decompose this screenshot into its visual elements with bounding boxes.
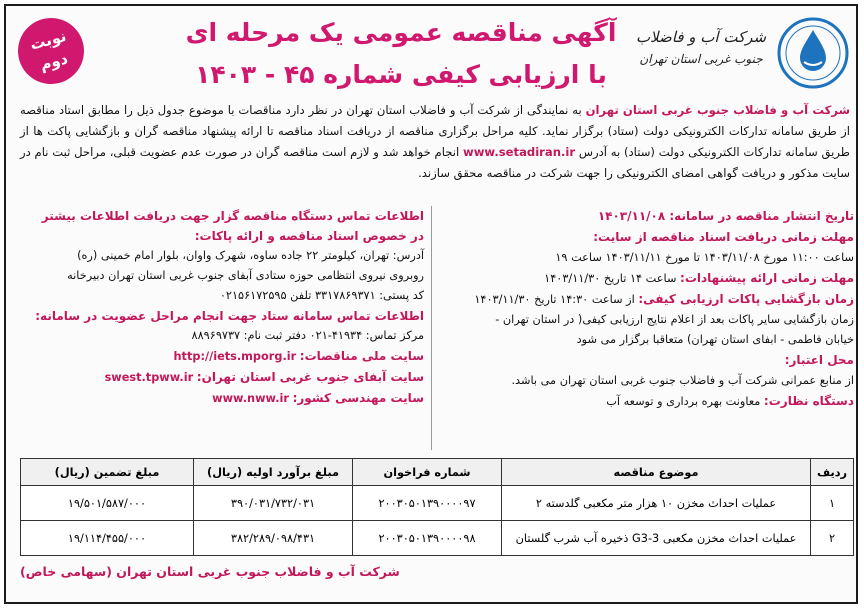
table-header-row	[21, 459, 854, 486]
second-publication-badge	[11, 11, 92, 92]
table-row	[21, 521, 854, 556]
tender-subject: عملیات احداث مخزن مکعبی G3-3 ذخیره آب شرب گلستان	[502, 521, 811, 556]
abfa-site-link[interactable]: swest.tpww.ir	[104, 371, 194, 384]
national-site-link[interactable]: http://iets.mporg.ir	[173, 350, 297, 363]
engineering-site-link[interactable]: www.nww.ir	[212, 392, 289, 405]
contact-title-line-2: در خصوص اسناد مناقصه و ارائه پاکات:	[194, 229, 424, 243]
water-drop-logo-icon	[776, 16, 850, 90]
supervisor-label: دستگاه نظارت:	[763, 394, 854, 408]
postal-code-phone: کد پستی: ۳۳۱۷۸۶۹۳۷۱ تلفن ۰۲۱۵۶۱۷۲۵۹۵	[219, 289, 424, 302]
intro-text-part-2: انجام خواهد شد و لازم است مناقصه گران در صورت عدم عضویت قبلی، مراحل ثبت نام در سایت مذکور و دریافت گواهی امضای الکترونیکی را جهت شرکت در مناقصه محقق سازند.	[20, 145, 850, 180]
schedule-column	[442, 206, 854, 412]
address-line-1: آدرس: تهران، کیلومتر ۲۲ جاده ساوه، شهرک واوان، بلوار امام خمینی (ره)	[77, 249, 424, 262]
credit-label-row	[442, 350, 854, 371]
docs-deadline-heading: مهلت زمانی دریافت اسناد مناقصه از سایت:	[593, 230, 854, 244]
setadiran-link[interactable]: www.setadiran.ir	[462, 145, 576, 159]
table-row	[21, 486, 854, 521]
badge-line-1: نوبت	[28, 26, 69, 54]
opening-row	[442, 289, 854, 310]
other-opening-line-1: زمان بازگشایی سایر پاکات بعد از اعلام نتایج ارزیابی کیفی( در استان تهران -	[495, 313, 854, 326]
intro-company-name: شرکت آب و فاضلاب جنوب غربی استان تهران	[585, 103, 850, 117]
opening-value: از ساعت ۱۴:۳۰ تاریخ ۱۴۰۳/۱۱/۳۰	[474, 293, 639, 306]
row-number: ۱	[811, 486, 854, 521]
abfa-site-label: سایت آبفای جنوب غربی استان تهران:	[196, 370, 424, 384]
publish-date-label: تاریخ انتشار مناقصه در سامانه:	[669, 209, 854, 223]
guarantee-amount: ۱۹/۱۱۴/۴۵۵/۰۰۰	[21, 521, 194, 556]
tender-subject: عملیات احداث مخزن ۱۰ هزار متر مکعبی گلدسته ۲	[502, 486, 811, 521]
company-name-line-1: شرکت آب و فاضلاب	[635, 28, 767, 46]
guarantee-amount: ۱۹/۵۰۱/۵۸۷/۰۰۰	[21, 486, 194, 521]
column-divider	[431, 206, 432, 450]
setad-contact-numbers: مرکز تماس: ۴۱۹۳۴-۰۲۱ دفتر ثبت نام: ۸۸۹۶۹۷۳۷	[191, 329, 424, 342]
notice-subtitle: با ارزیابی کیفی شماره ۴۵ - ۱۴۰۳	[195, 60, 607, 89]
badge-line-2: دوم	[37, 49, 70, 74]
publish-date-value: ۱۴۰۳/۱۱/۰۸	[597, 209, 670, 223]
publish-date-row	[442, 206, 854, 227]
company-name-line-2: جنوب غربی استان تهران	[639, 52, 763, 66]
call-number: ۲۰۰۳۰۵۰۱۳۹۰۰۰۰۹۸	[353, 521, 502, 556]
other-opening-line-2: خیابان فاطمی - ابفای استان تهران) متعاقبا برگزار می شود	[576, 333, 854, 346]
setad-contact-title: اطلاعات تماس سامانه ستاد جهت انجام مراحل عضویت در سامانه:	[35, 309, 424, 323]
col-header-subject: موضوع مناقصه	[502, 459, 811, 486]
call-number: ۲۰۰۳۰۵۰۱۳۹۰۰۰۰۹۷	[353, 486, 502, 521]
tender-notice	[4, 4, 858, 604]
credit-value: از منابع عمرانی شرکت آب و فاضلاب جنوب غربی استان تهران می باشد.	[511, 374, 854, 387]
opening-label: زمان بازگشایی پاکات ارزیابی کیفی:	[638, 292, 854, 306]
row-number: ۲	[811, 521, 854, 556]
col-header-call-number: شماره فراخوان	[353, 459, 502, 486]
intro-text-part-1: به نمایندگی از شرکت آب و فاضلاب استان تهران در نظر دارد مناقصات با موضوع جدول ذیل را مطابق استاد مناقصه از طریق سامانه تدارکات الکترونیکی دولت (ستاد) برگزار نماید. کلیه مراحل برگزاری مناقصه از دریافت اسناد مناقصه تا ارائه پیشنهاد مناقصه گران و بازگشایی پاکت ها از طریق سامانه تدارکات الکترونیکی دولت (ستاد) به آدرس	[20, 103, 850, 159]
col-header-estimate: مبلغ برآورد اولیه (ریال)	[194, 459, 353, 486]
offer-deadline-label: مهلت زمانی ارائه پیشنهادات:	[680, 271, 854, 285]
contact-title-line-1: اطلاعات تماس دستگاه مناقصه گزار جهت دریافت اطلاعات بیشتر	[41, 209, 424, 223]
contact-column	[20, 206, 424, 409]
tender-table	[20, 458, 854, 556]
estimate-amount: ۳۹۰/۰۳۱/۷۳۲/۰۳۱	[194, 486, 353, 521]
credit-label: محل اعتبار:	[784, 353, 854, 367]
docs-deadline-value: ساعت ۱۱:۰۰ مورخ ۱۴۰۳/۱۱/۰۸ تا مورخ ۱۴۰۳/۱۱/۱۱ ساعت ۱۹	[555, 251, 854, 264]
engineering-site-label: سایت مهندسی کشور:	[292, 391, 424, 405]
footer-company-name: شرکت آب و فاضلاب جنوب غربی استان تهران (سهامی خاص)	[20, 564, 400, 579]
col-header-guarantee: مبلغ تضمین (ریال)	[21, 459, 194, 486]
supervisor-value: معاونت بهره برداری و توسعه آب	[606, 395, 764, 408]
engineering-site-row	[20, 388, 424, 409]
intro-paragraph	[20, 100, 850, 184]
national-site-row	[20, 346, 424, 367]
estimate-amount: ۳۸۲/۲۸۹/۰۹۸/۴۳۱	[194, 521, 353, 556]
offer-deadline-row	[442, 268, 854, 289]
national-site-label: سایت ملی مناقصات:	[299, 349, 424, 363]
supervisor-row	[442, 391, 854, 412]
abfa-site-row	[20, 367, 424, 388]
company-signature	[628, 28, 774, 66]
docs-deadline-label	[442, 227, 854, 248]
address-line-2: روبروی نیروی انتظامی حوزه ستادی آبفای جنوب غربی استان تهران دبیرخانه	[67, 269, 424, 282]
notice-title: آگهی مناقصه عمومی یک مرحله ای	[185, 18, 617, 47]
col-header-row-number: ردیف	[811, 459, 854, 486]
offer-deadline-value: ساعت ۱۴ تاریخ ۱۴۰۳/۱۱/۳۰	[544, 272, 681, 285]
